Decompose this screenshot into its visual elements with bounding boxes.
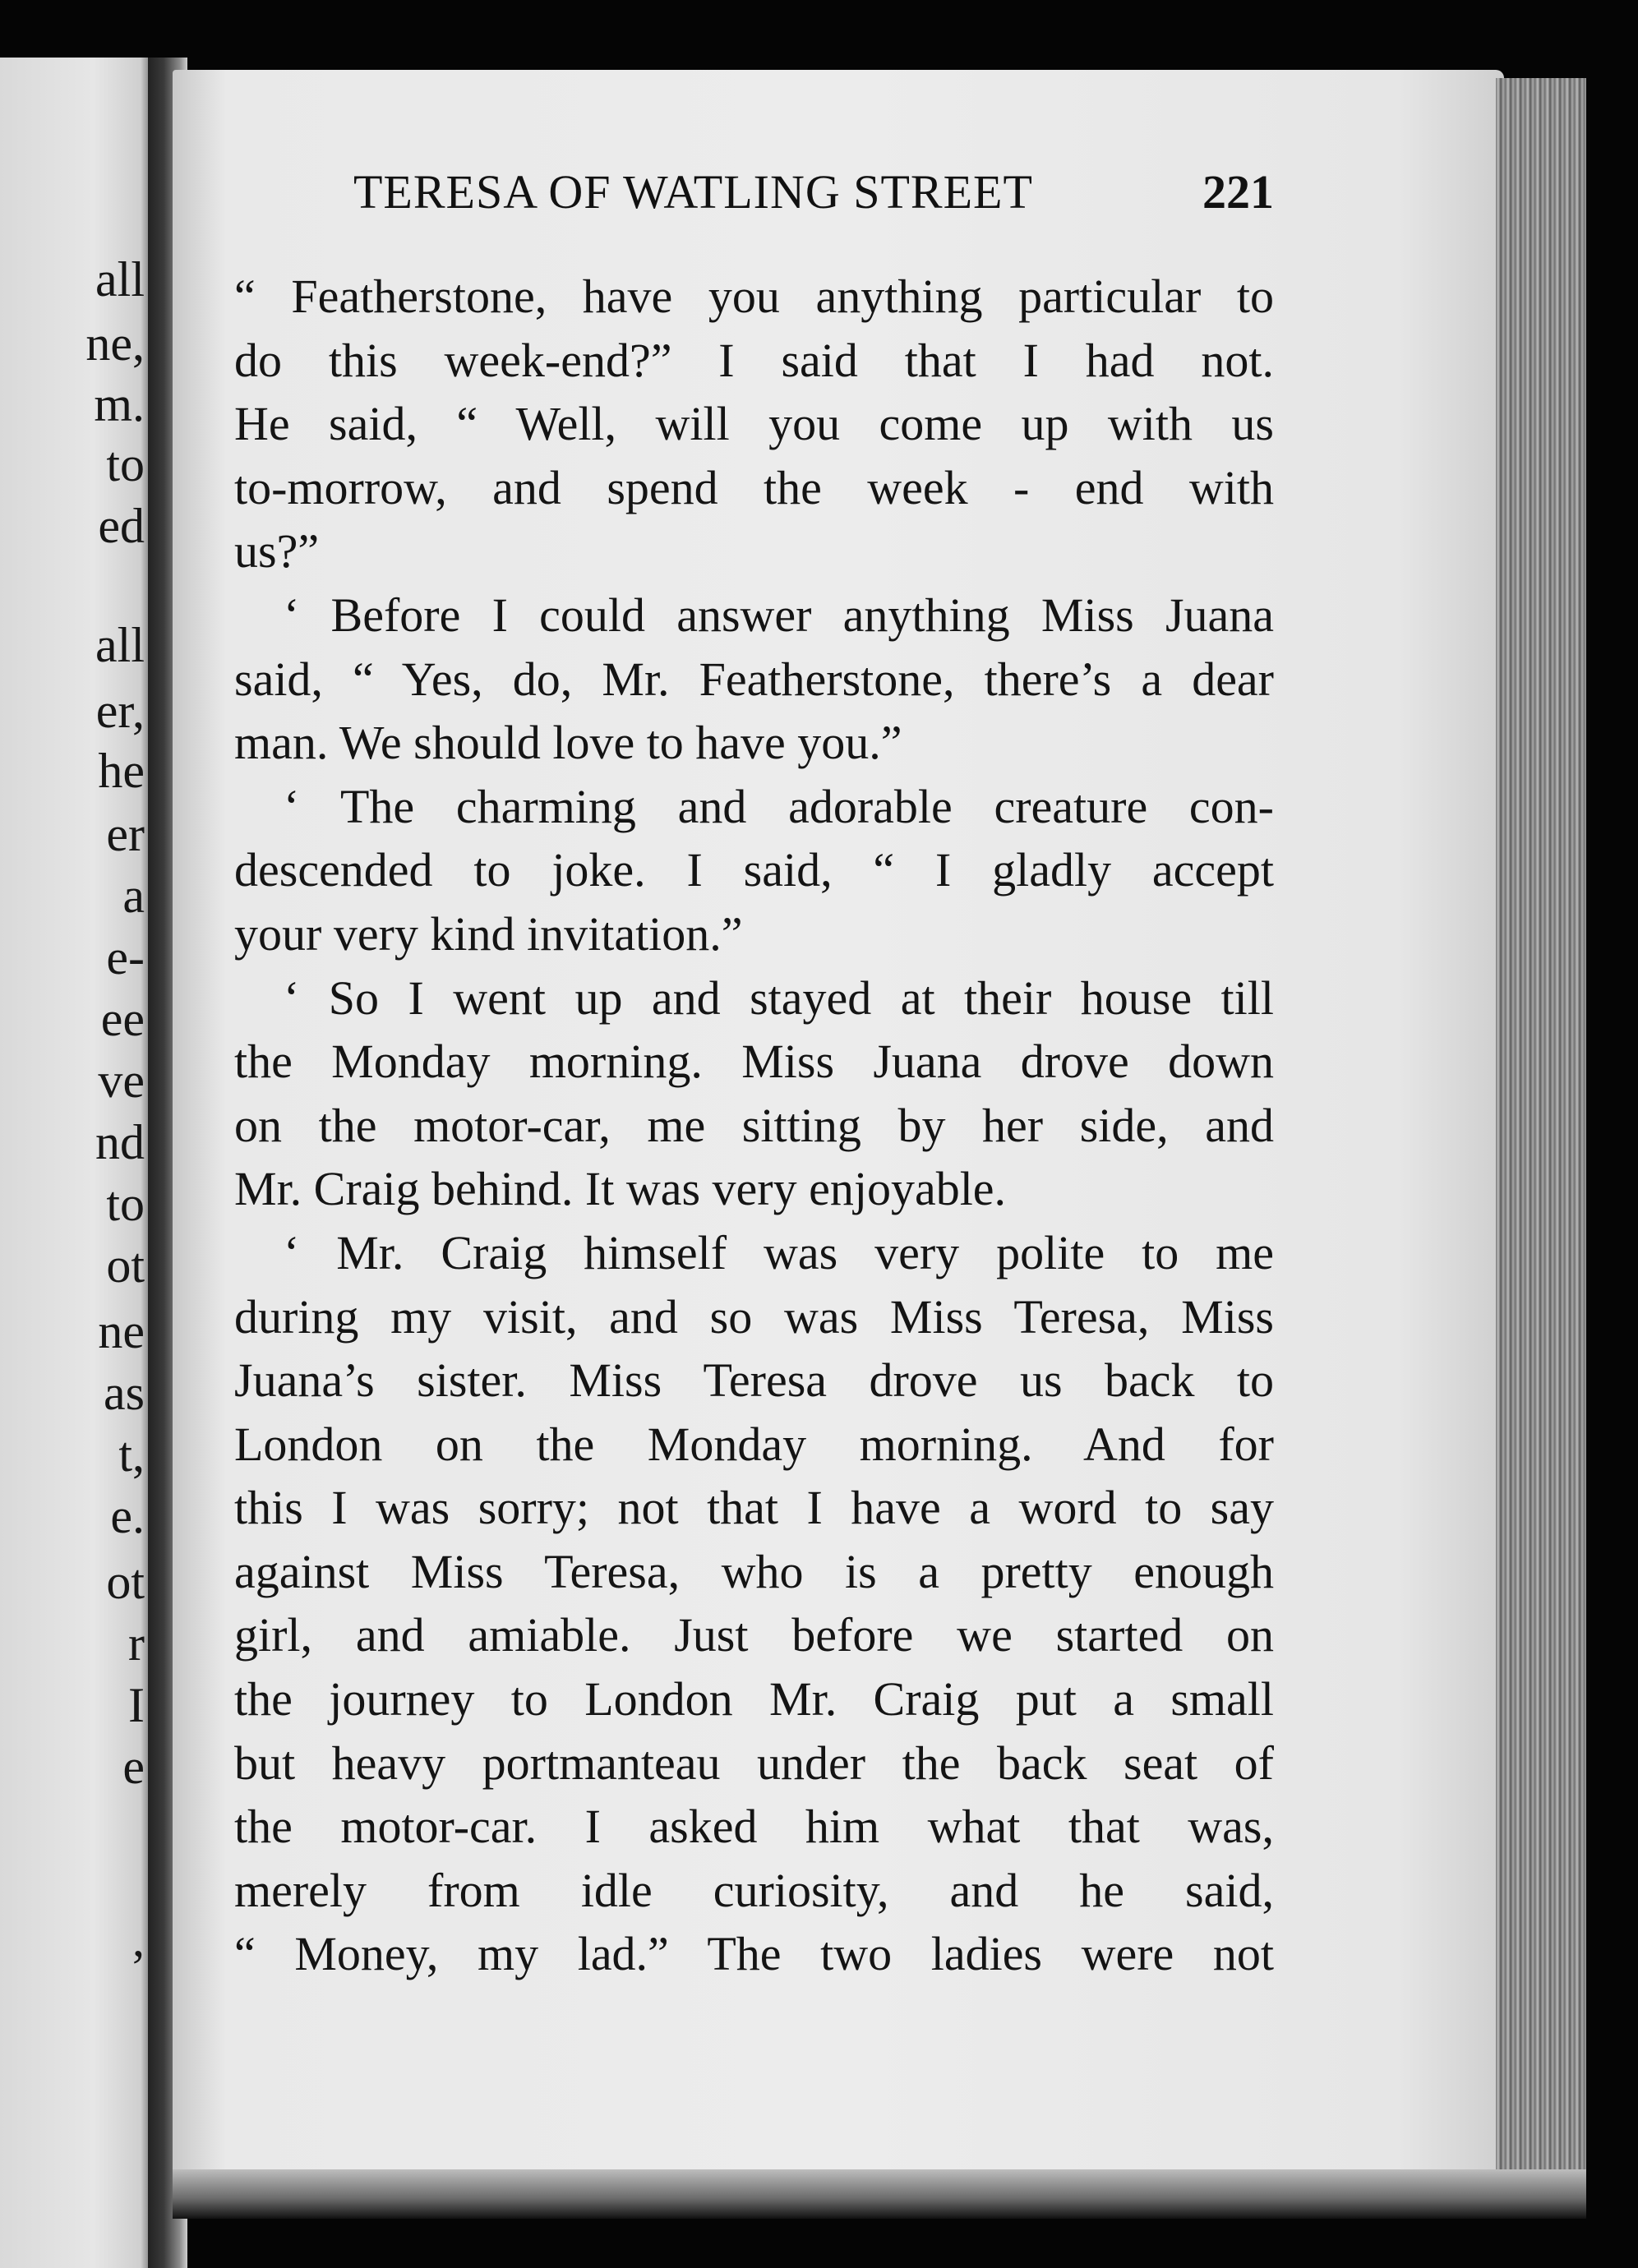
facing-page-fragment: , bbox=[132, 1912, 145, 1966]
text-line: “ Featherstone, have you anything particular to bbox=[234, 270, 1274, 323]
facing-page-fragment: to bbox=[106, 437, 145, 491]
facing-page-fragment: e bbox=[122, 1740, 145, 1794]
text-line: your very kind invitation.” bbox=[234, 906, 743, 961]
facing-page-fragment: a bbox=[122, 869, 145, 923]
text-line: merely from idle curiosity, and he said, bbox=[234, 1863, 1274, 1917]
facing-page-fragment: ot bbox=[106, 1238, 145, 1293]
text-line: against Miss Teresa, who is a pretty enough bbox=[234, 1544, 1274, 1598]
facing-page-fragment: I bbox=[128, 1678, 145, 1732]
facing-page-fragment: all bbox=[95, 618, 145, 672]
text-line: ‘ Mr. Craig himself was very polite to me bbox=[284, 1225, 1274, 1279]
text-line: Mr. Craig behind. It was very enjoyable. bbox=[234, 1162, 1007, 1216]
text-line: girl, and amiable. Just before we started on bbox=[234, 1608, 1274, 1662]
facing-page-fragment: he bbox=[98, 744, 145, 798]
text-line: London on the Monday morning. And for bbox=[234, 1417, 1274, 1471]
facing-page-fragment: as bbox=[104, 1366, 145, 1420]
facing-page-fragment: er bbox=[106, 807, 145, 861]
facing-page-fragment: ne, bbox=[85, 316, 145, 371]
facing-page-fragment: to bbox=[106, 1177, 145, 1231]
running-head bbox=[353, 164, 1274, 219]
text-line: the motor-car. I asked him what that was, bbox=[234, 1800, 1274, 1854]
page-edges bbox=[1496, 78, 1586, 2215]
text-line: to-morrow, and spend the week - end with bbox=[234, 460, 1274, 514]
text-line: this I was sorry; not that I have a word to say bbox=[234, 1481, 1274, 1535]
facing-page-fragment: ot bbox=[106, 1555, 145, 1609]
facing-page-fragment: r bbox=[128, 1616, 145, 1671]
facing-page-edge bbox=[0, 58, 156, 2268]
facing-page-fragment: nd bbox=[95, 1115, 145, 1169]
facing-page-fragment: ne bbox=[98, 1304, 145, 1358]
page-bottom-shadow bbox=[173, 2169, 1586, 2219]
facing-page-fragment: ed bbox=[98, 499, 145, 553]
facing-page-fragment: e. bbox=[110, 1489, 145, 1543]
text-line: said, “ Yes, do, Mr. Featherstone, there’s a dear bbox=[234, 652, 1274, 706]
facing-page-fragment: ve bbox=[98, 1053, 145, 1108]
running-title: TERESA OF WATLING STREET bbox=[353, 165, 1033, 219]
text-line: descended to joke. I said, “ I gladly accept bbox=[234, 843, 1274, 897]
text-line: do this week-end?” I said that I had not. bbox=[234, 333, 1274, 387]
facing-page-fragment: all bbox=[95, 252, 145, 307]
text-line: the Monday morning. Miss Juana drove down bbox=[234, 1035, 1274, 1089]
text-line: Juana’s sister. Miss Teresa drove us back to bbox=[234, 1353, 1274, 1408]
facing-page-fragment: er, bbox=[95, 684, 145, 738]
text-line: ‘ So I went up and stayed at their house till bbox=[284, 970, 1274, 1025]
page-number: 221 bbox=[1202, 165, 1274, 219]
text-line: the journey to London Mr. Craig put a small bbox=[234, 1672, 1274, 1726]
text-line: but heavy portmanteau under the back seat of bbox=[234, 1736, 1274, 1790]
text-line: man. We should love to have you.” bbox=[234, 716, 902, 770]
text-line: on the motor-car, me sitting by her side, and bbox=[234, 1098, 1274, 1152]
facing-page-fragment: m. bbox=[94, 377, 145, 431]
text-line: ‘ Before I could answer anything Miss Juana bbox=[284, 588, 1274, 642]
facing-page-fragment: ee bbox=[100, 992, 145, 1046]
body-text bbox=[234, 265, 1274, 1986]
text-line: “ Money, my lad.” The two ladies were not bbox=[234, 1927, 1274, 1981]
facing-page-fragment: e- bbox=[106, 930, 145, 984]
text-line: us?” bbox=[234, 524, 320, 579]
text-line: ‘ The charming and adorable creature con- bbox=[284, 779, 1274, 833]
text-line: He said, “ Well, will you come up with us bbox=[234, 397, 1274, 451]
facing-page-fragment: t, bbox=[118, 1427, 145, 1482]
text-line: during my visit, and so was Miss Teresa, Miss bbox=[234, 1289, 1274, 1344]
